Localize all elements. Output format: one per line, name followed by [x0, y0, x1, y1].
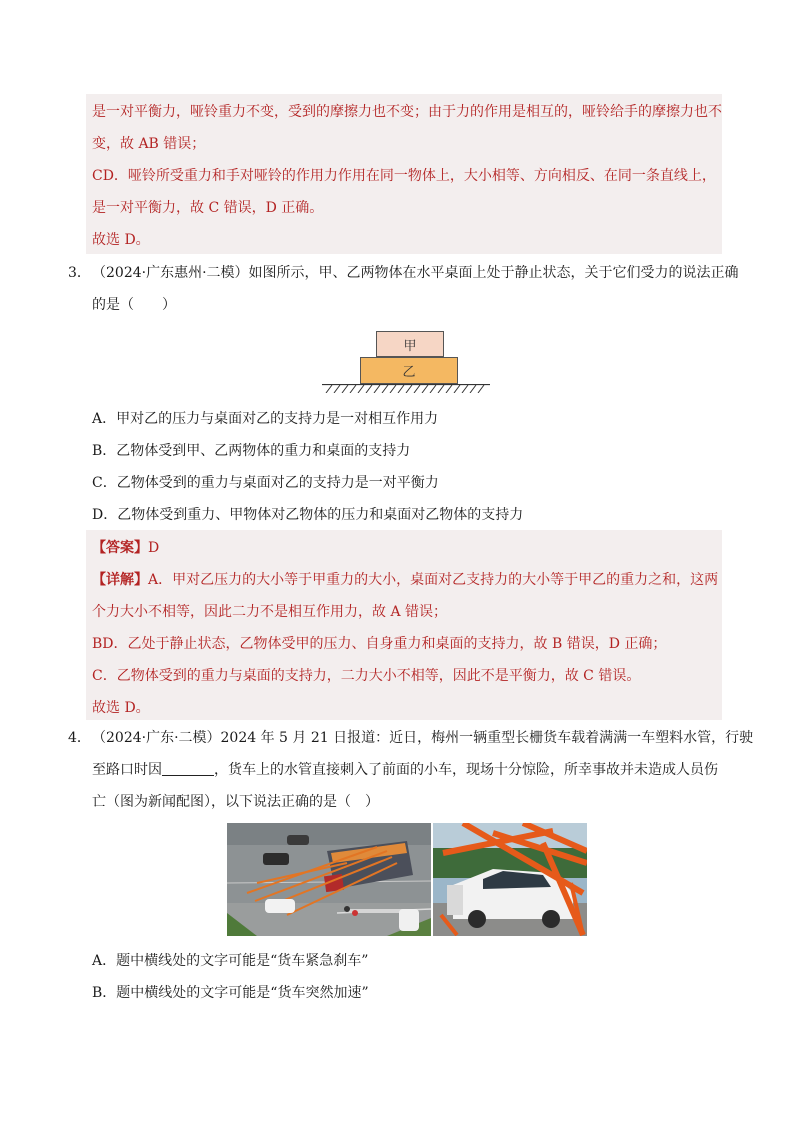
option-b: B．题中横线处的文字可能是“货车突然加速” — [92, 985, 369, 1001]
detail-line: 故选 D。 — [92, 700, 150, 716]
detail-tag: 【详解】 — [92, 572, 148, 588]
block-yi: 乙 — [360, 357, 458, 384]
answer-value: D — [148, 540, 160, 556]
detail-line — [92, 571, 718, 589]
question-stem: 的是（ ） — [92, 297, 176, 313]
option-a: A．题中横线处的文字可能是“货车紧急刹车” — [92, 953, 369, 969]
analysis-line: CD．哑铃所受重力和手对哑铃的作用力作用在同一物体上，大小相等、方向相反、在同一条直线上， — [92, 168, 716, 184]
question-stem: （2024·广东·二模）2024 年 5 月 21 日报道：近日，梅州一辆重型长栅货车载着满满一车塑料水管，行驶 — [92, 730, 754, 746]
detail-line: 个力大小不相等，因此二力不是相互作用力，故 A 错误； — [92, 604, 448, 620]
answer-tag: 【答案】 — [92, 540, 148, 556]
news-photo-closeup — [433, 823, 587, 936]
analysis-line: 变，故 AB 错误； — [92, 136, 206, 152]
analysis-box-q3 — [86, 530, 722, 720]
analysis-line: 故选 D。 — [92, 232, 150, 248]
analysis-line: 是一对平衡力，故 C 错误，D 正确。 — [92, 200, 324, 216]
block-jia: 甲 — [376, 331, 444, 357]
news-photo-aerial — [227, 823, 431, 936]
detail-text: A．甲对乙压力的大小等于甲重力的大小，桌面对乙支持力的大小等于甲乙的重力之和，这两 — [148, 572, 719, 588]
detail-line: C．乙物体受到的重力与桌面的支持力，二力大小不相等，因此不是平衡力，故 C 错误。 — [92, 668, 641, 684]
analysis-line: 是一对平衡力，哑铃重力不变，受到的摩擦力也不变；由于力的作用是相互的，哑铃给手的摩擦力也不 — [92, 104, 722, 120]
question-stem — [92, 761, 718, 779]
fill-in-blank — [162, 761, 214, 776]
option-a: A．甲对乙的压力与桌面对乙的支持力是一对相互作用力 — [92, 411, 439, 427]
answer-line — [92, 539, 159, 557]
question-stem: 亡（图为新闻配图），以下说法正确的是（ ） — [92, 794, 379, 810]
question-number: 3． — [68, 265, 91, 281]
question-number: 4． — [68, 730, 91, 746]
option-c: C．乙物体受到的重力与桌面对乙的支持力是一对平衡力 — [92, 475, 439, 491]
detail-line: BD．乙处于静止状态，乙物体受甲的压力、自身重力和桌面的支持力，故 B 错误，D 正确； — [92, 636, 667, 652]
blocks-on-table-figure — [322, 327, 490, 393]
stem-text: 至路口时因 — [92, 762, 162, 778]
question-stem: （2024·广东惠州·二模）如图所示，甲、乙两物体在水平桌面上处于静止状态，关于它们受力的说法正确 — [92, 265, 739, 281]
option-d: D．乙物体受到重力、甲物体对乙物体的压力和桌面对乙物体的支持力 — [92, 507, 524, 523]
option-b: B．乙物体受到甲、乙两物体的重力和桌面的支持力 — [92, 443, 411, 459]
stem-text: ，货车上的水管直接刺入了前面的小车，现场十分惊险，所幸事故并未造成人员伤 — [214, 762, 718, 778]
table-surface — [322, 384, 490, 393]
